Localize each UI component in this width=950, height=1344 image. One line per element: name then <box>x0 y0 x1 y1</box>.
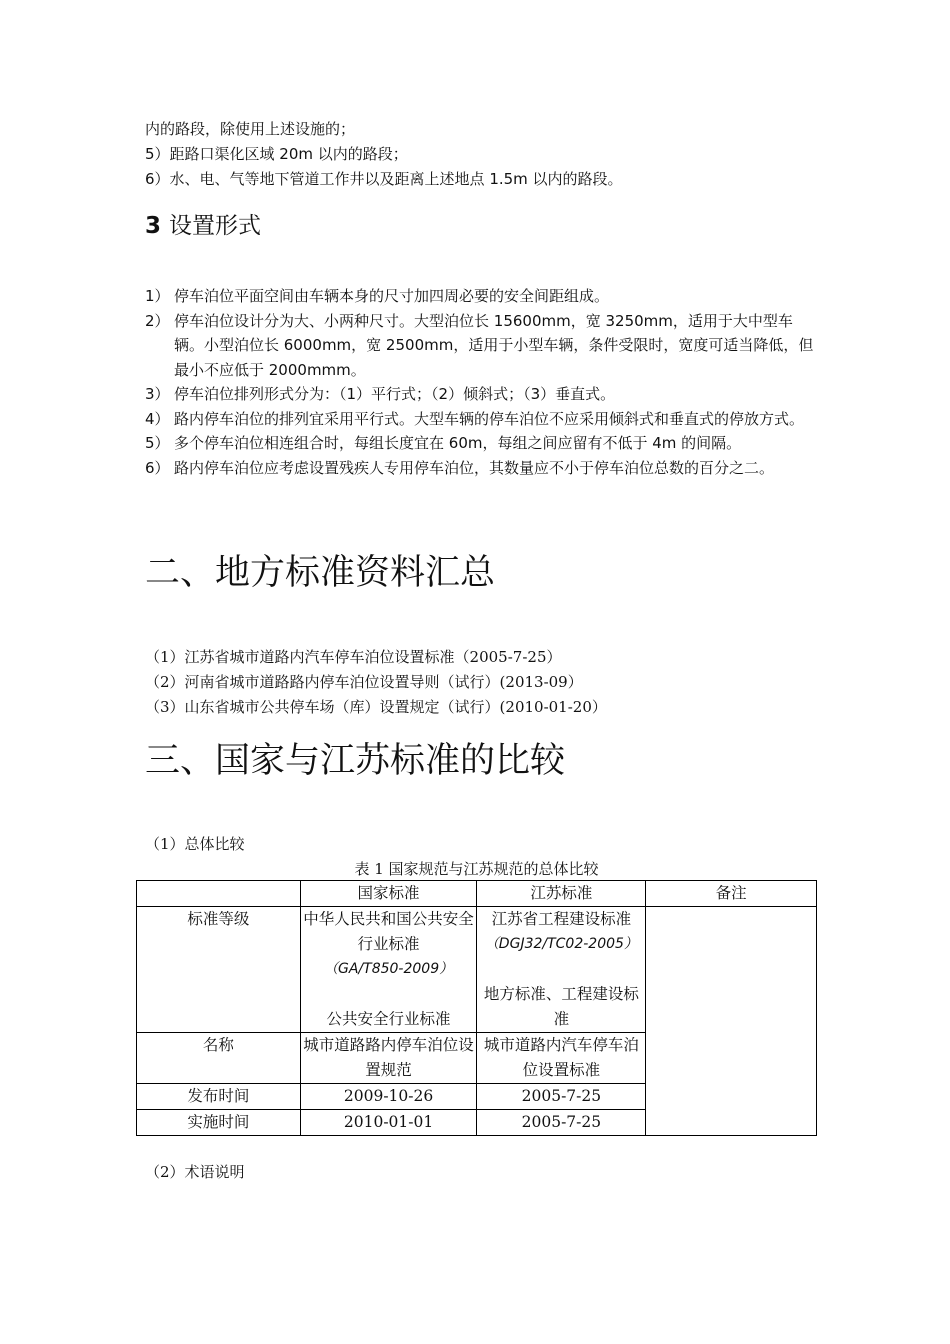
list-item <box>145 456 815 481</box>
list-item <box>145 431 815 456</box>
table-header-row <box>137 881 817 907</box>
list-item <box>145 382 815 407</box>
list-item-text: 路内停车泊位应考虑设置残疾人专用停车泊位，其数量应不小于停车泊位总数的百分之二。 <box>174 458 775 477</box>
text-line: 6）水、电、气等地下管道工作井以及距离上述地点 1.5m 以内的路段。 <box>145 170 623 188</box>
table-cell <box>300 907 477 1033</box>
header-cell-jiangsu: 江苏标准 <box>477 881 646 907</box>
table-cell: 2005-7-25 <box>477 1110 646 1136</box>
list-item-number: 4） <box>145 409 170 428</box>
table-cell <box>477 907 646 1033</box>
cell-text: 地方标准、工程建设标准 <box>483 985 639 1028</box>
reference-item: （1）江苏省城市道路内汽车停车泊位设置标准（2005-7-25） <box>145 648 562 666</box>
list-item <box>145 284 815 309</box>
table-row <box>137 907 817 1033</box>
section-number: 3 <box>145 213 162 239</box>
list-item-number: 3） <box>145 385 170 403</box>
numbered-list <box>145 284 815 480</box>
reference-item: （3）山东省城市公共停车场（库）设置规定（试行）(2010-01-20） <box>145 698 607 716</box>
blank-line <box>303 982 475 1007</box>
list-item-number: 1） <box>145 287 170 305</box>
list-item <box>145 309 815 383</box>
table-cell: 城市道路内汽车停车泊位设置标准 <box>477 1033 646 1084</box>
chapter-heading: 二、地方标准资料汇总 <box>145 553 496 593</box>
row-label: 标准等级 <box>137 907 301 1033</box>
reference-item: （2）河南省城市道路路内停车泊位设置导则（试行）(2013-09） <box>145 673 583 691</box>
cell-text: 公共安全行业标准 <box>326 1010 451 1028</box>
section-title: 设置形式 <box>169 213 262 239</box>
row-label: 发布时间 <box>137 1084 301 1110</box>
standard-code: （GA/T850-2009） <box>324 961 454 977</box>
table-cell: 2010-01-01 <box>300 1110 477 1136</box>
row-label: 实施时间 <box>137 1110 301 1136</box>
text-line: 内的路段，除使用上述设施的； <box>145 120 356 138</box>
remarks-cell <box>646 907 817 1136</box>
subsection-label: （2）术语说明 <box>145 1163 245 1181</box>
list-item <box>145 407 815 432</box>
cell-text: 江苏省工程建设标准 <box>491 910 632 928</box>
section-heading <box>145 208 261 244</box>
list-item-number: 5） <box>145 434 170 452</box>
list-item-text: 停车泊位设计分为大、小两种尺寸。大型泊位长 15600mm，宽 3250mm，适用于大中型车辆。小型泊位长 6000mm，宽 2500mm，适用于小型车辆，条件受限时，宽度可适当降低，但最小不应低于 2000mmm。 <box>174 311 814 379</box>
header-cell-national: 国家标准 <box>300 881 477 907</box>
header-cell-remarks: 备注 <box>646 881 817 907</box>
text-line: 5）距路口渠化区域 20m 以内的路段； <box>145 145 408 163</box>
header-cell-empty <box>137 881 301 907</box>
comparison-table <box>136 880 817 1136</box>
list-item-text: 路内停车泊位的排列宜采用平行式。大型车辆的停车泊位不应采用倾斜式和垂直式的停放方式。 <box>174 409 805 428</box>
chapter-heading: 三、国家与江苏标准的比较 <box>145 741 566 781</box>
row-label: 名称 <box>137 1033 301 1084</box>
table-cell: 2009-10-26 <box>300 1084 477 1110</box>
list-item-number: 2） <box>145 311 170 330</box>
list-item-text: 多个停车泊位相连组合时，每组长度宜在 60m，每组之间应留有不低于 4m 的间隔。 <box>174 434 742 452</box>
cell-text: 中华人民共和国公共安全行业标准 <box>303 910 474 953</box>
subsection-label: （1）总体比较 <box>145 835 245 853</box>
blank-line <box>479 957 643 982</box>
list-item-text: 停车泊位排列形式分为：（1）平行式；（2）倾斜式；（3）垂直式。 <box>174 385 616 403</box>
table-cell: 城市道路路内停车泊位设置规范 <box>300 1033 477 1084</box>
table-cell: 2005-7-25 <box>477 1084 646 1110</box>
list-item-number: 6） <box>145 458 170 477</box>
table-caption: 表 1 国家规范与江苏规范的总体比较 <box>354 860 599 878</box>
list-item-text: 停车泊位平面空间由车辆本身的尺寸加四周必要的安全间距组成。 <box>174 287 610 305</box>
standard-code: （DGJ32/TC02-2005） <box>484 936 638 952</box>
